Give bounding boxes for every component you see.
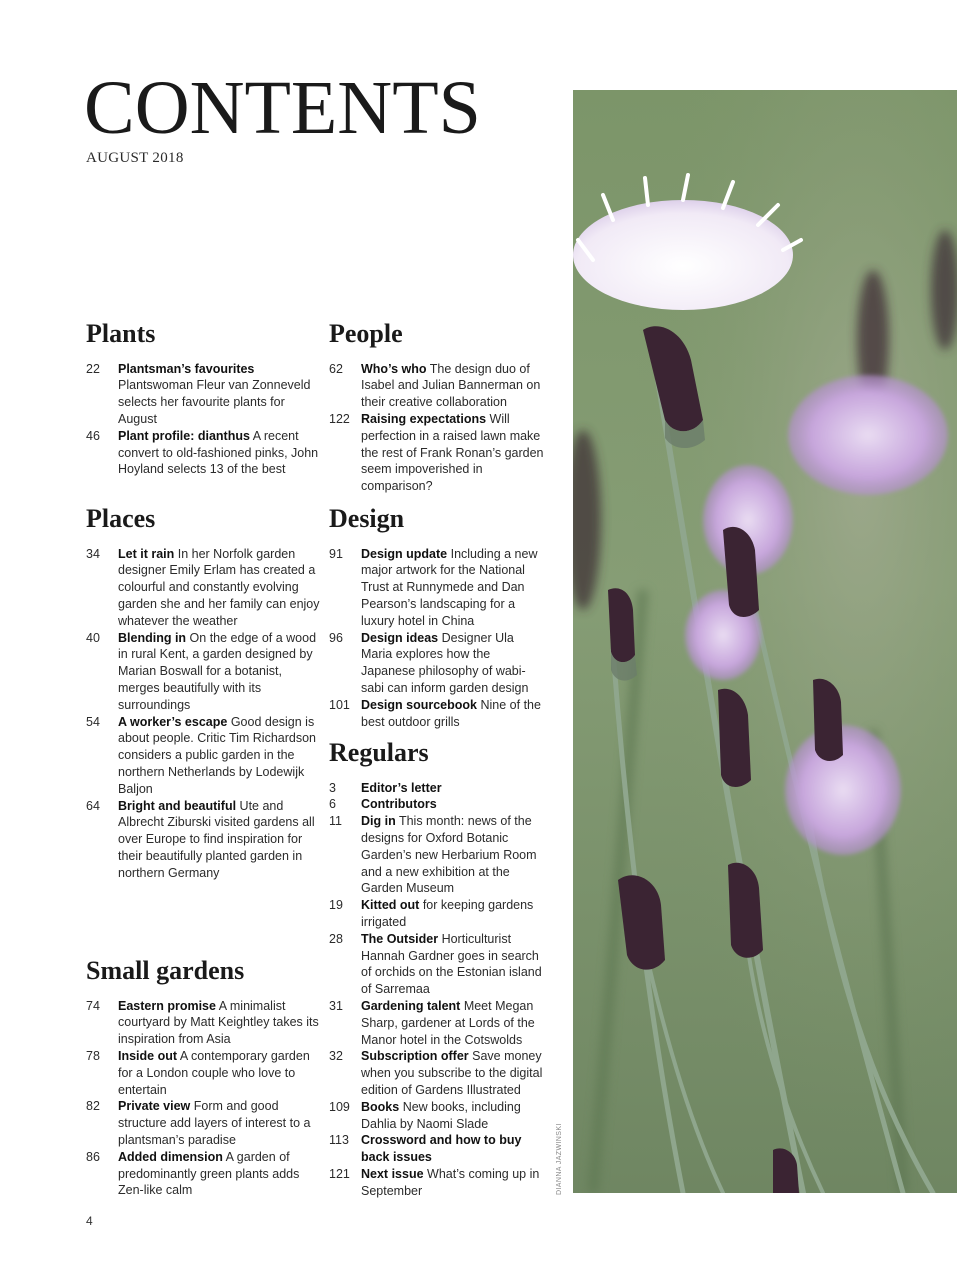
entry-description	[118, 798, 321, 882]
page-number-ref: 96	[329, 630, 343, 645]
toc-entry	[329, 1048, 544, 1098]
entry-description	[361, 697, 544, 731]
entry-description	[361, 630, 544, 697]
toc-entry	[86, 361, 321, 428]
dianthus-photo	[573, 90, 957, 1193]
page-number-ref: 122	[329, 411, 350, 426]
page-number-ref: 3	[329, 780, 336, 795]
photo-credit-text: DIANNA JAZWINSKI	[556, 1123, 563, 1195]
flower-image-icon	[573, 90, 957, 1193]
section-heading: People	[329, 319, 403, 348]
entry-text: Good design is about people. Critic Tim Richardson considers a public garden in the northern Netherlands by Lodewijk Baljon	[118, 714, 317, 796]
entry-text: Meet Megan Sharp, gardener at Lords of the Manor hotel in the Cotswolds	[361, 998, 535, 1047]
toc-entry	[329, 697, 544, 731]
entry-title: Design ideas	[361, 630, 439, 645]
page-number-ref: 22	[86, 361, 100, 376]
entry-text: Ute and Albrecht Ziburski visited gardens all over Europe to find inspiration for their beautifully planted garden in northern Germany	[118, 798, 315, 880]
section-heading: Small gardens	[86, 956, 245, 985]
page-number-ref: 11	[329, 814, 342, 829]
entry-title: Inside out	[118, 1048, 178, 1063]
page-number-ref: 74	[86, 998, 100, 1013]
page-number-ref: 31	[329, 998, 343, 1013]
entry-title: Who’s who	[361, 361, 427, 376]
page-title: CONTENTS	[84, 66, 481, 150]
entry-title: Design sourcebook	[361, 697, 477, 712]
entry-description	[361, 1099, 544, 1133]
entry-description	[118, 361, 321, 428]
issue-date: AUGUST 2018	[86, 150, 184, 166]
entry-text: for keeping gardens irrigated	[361, 898, 534, 929]
entry-text: Including a new major artwork for the National Trust at Runnymede and Dan Pearson’s landscaping for a luxury hotel in China	[361, 546, 538, 628]
entry-title: Gardening talent	[361, 998, 461, 1013]
section-heading: Regulars	[329, 738, 429, 767]
entry-description	[361, 813, 544, 897]
entry-text: This month: news of the designs for Oxford Botanic Garden’s new Herbarium Room and a new exhibition at the Garden Museum	[361, 814, 537, 896]
entry-text: Plantswoman Fleur van Zonneveld selects her favourite plants for August	[118, 378, 311, 426]
entry-description	[118, 428, 321, 478]
toc-entry	[329, 1166, 544, 1200]
entry-description	[361, 411, 544, 495]
page-number-ref: 46	[86, 428, 100, 443]
entry-text: Will perfection in a raised lawn make the rest of Frank Ronan’s garden seem impoverished in comparison?	[361, 411, 544, 494]
entry-title: Next issue	[361, 1166, 424, 1181]
entry-title: Editor’s letter	[361, 780, 442, 795]
entry-text: Nine of the best outdoor grills	[361, 697, 541, 729]
entry-title: Added dimension	[118, 1149, 223, 1164]
entry-description	[361, 998, 544, 1048]
entry-description	[361, 1166, 544, 1200]
entry-text: A garden of predominantly green plants adds Zen-like calm	[118, 1149, 300, 1198]
entry-description	[118, 546, 321, 630]
page-number-ref: 40	[86, 630, 100, 645]
toc-entry	[329, 361, 544, 411]
page-number-ref: 32	[329, 1049, 343, 1064]
section-plants	[86, 320, 321, 478]
toc-entry	[86, 714, 321, 798]
entry-title: The Outsider	[361, 931, 439, 946]
page-number-ref: 64	[86, 798, 100, 813]
entry-description	[118, 1098, 321, 1148]
entry-description	[361, 361, 544, 411]
page-number-ref: 62	[329, 361, 343, 376]
entry-text: Horticulturist Hannah Gardner goes in search of orchids on the Estonian island of Sarremaa	[361, 931, 542, 997]
toc-entry	[329, 998, 544, 1048]
page-number-ref: 19	[329, 898, 343, 913]
entry-description	[361, 780, 544, 797]
entry-text: A contemporary garden for a London couple who love to entertain	[118, 1048, 310, 1097]
entry-text: The design duo of Isabel and Julian Bannerman on their creative collaboration	[361, 361, 541, 410]
entry-description	[361, 1132, 544, 1166]
toc-entry	[329, 630, 544, 697]
entry-text: New books, including Dahlia by Naomi Slade	[361, 1099, 521, 1131]
toc-entry	[329, 1132, 544, 1166]
toc-entry	[86, 798, 321, 882]
page-number-ref: 86	[86, 1149, 100, 1164]
toc-entry	[329, 1099, 544, 1133]
page-number-ref: 113	[329, 1133, 349, 1148]
entry-title: Contributors	[361, 797, 437, 812]
entry-list	[329, 546, 544, 731]
entry-description	[118, 630, 321, 714]
entry-description	[361, 1048, 544, 1098]
entry-list	[86, 998, 321, 1200]
toc-entry	[329, 780, 544, 797]
page-number: 4	[86, 1214, 93, 1228]
section-people	[329, 320, 544, 495]
page-number-ref: 121	[329, 1166, 350, 1181]
entry-description	[361, 796, 544, 813]
entry-title: Private view	[118, 1099, 191, 1114]
entry-text: Form and good structure add layers of interest to a plantsman’s paradise	[118, 1099, 311, 1147]
section-design	[329, 505, 544, 730]
toc-entry	[329, 931, 544, 998]
section-regulars	[329, 739, 544, 1200]
section-places	[86, 505, 321, 882]
entry-description	[118, 1048, 321, 1098]
toc-entry	[86, 998, 321, 1048]
page-number-ref: 101	[329, 697, 350, 712]
entry-text: Save money when you subscribe to the digital edition of Gardens Illustrated	[361, 1049, 543, 1097]
page-number-ref: 82	[86, 1099, 100, 1114]
page-number-ref: 54	[86, 714, 100, 729]
toc-entry	[86, 1149, 321, 1199]
entry-title: Crossword and how to buy back issues	[361, 1133, 522, 1165]
page-number-ref: 91	[329, 546, 343, 561]
page-number-ref: 28	[329, 931, 343, 946]
entry-title: A worker’s escape	[118, 714, 228, 729]
entry-title: Let it rain	[118, 546, 175, 561]
entry-description	[118, 1149, 321, 1199]
entry-list	[86, 361, 321, 479]
section-heading: Plants	[86, 319, 156, 348]
entry-list	[329, 361, 544, 495]
page-number-ref: 6	[329, 797, 336, 812]
entry-title: Plant profile: dianthus	[118, 428, 250, 443]
page-number-ref: 34	[86, 546, 100, 561]
toc-entry	[329, 897, 544, 931]
section-heading: Places	[86, 504, 156, 533]
page-number-ref: 109	[329, 1099, 350, 1114]
entry-title: Blending in	[118, 630, 187, 645]
entry-title: Bright and beautiful	[118, 798, 237, 813]
entry-title: Raising expectations	[361, 411, 487, 426]
entry-description	[361, 897, 544, 931]
entry-description	[118, 998, 321, 1048]
section-small-gardens	[86, 957, 321, 1199]
toc-entry	[86, 1048, 321, 1098]
entry-text: A recent convert to old-fashioned pinks, John Hoyland selects 13 of the best	[118, 428, 319, 477]
entry-text: On the edge of a wood in rural Kent, a garden designed by Marian Boswall for a botanist, merges beautifully with its surroundings	[118, 630, 317, 712]
toc-entry	[86, 428, 321, 478]
entry-text: In her Norfolk garden designer Emily Erlam has created a colourful and constantly evolving garden she and her family can enjoy whatever the weather	[118, 546, 320, 628]
entry-title: Eastern promise	[118, 998, 216, 1013]
entry-text: Designer Ula Maria explores how the Japanese philosophy of wabi-sabi can inform garden design	[361, 630, 529, 695]
page-number-ref: 78	[86, 1048, 100, 1063]
entry-text: What’s coming up in September	[361, 1166, 540, 1198]
section-heading: Design	[329, 504, 405, 533]
entry-description	[361, 546, 544, 630]
toc-entry	[86, 1098, 321, 1148]
toc-entry	[329, 411, 544, 495]
entry-list	[329, 780, 544, 1200]
toc-entry	[329, 796, 544, 813]
entry-title: Design update	[361, 546, 448, 561]
photo-credit	[556, 1120, 570, 1200]
entry-text: A minimalist courtyard by Matt Keightley takes its inspiration from Asia	[118, 998, 319, 1047]
entry-title: Subscription offer	[361, 1049, 469, 1064]
entry-list	[86, 546, 321, 882]
entry-title: Books	[361, 1099, 400, 1114]
toc-entry	[329, 546, 544, 630]
entry-title: Plantsman’s favourites	[118, 361, 255, 376]
toc-entry	[329, 813, 544, 897]
toc-entry	[86, 546, 321, 630]
toc-entry	[86, 630, 321, 714]
entry-title: Kitted out	[361, 898, 420, 913]
entry-description	[361, 931, 544, 998]
entry-title: Dig in	[361, 814, 396, 829]
entry-description	[118, 714, 321, 798]
